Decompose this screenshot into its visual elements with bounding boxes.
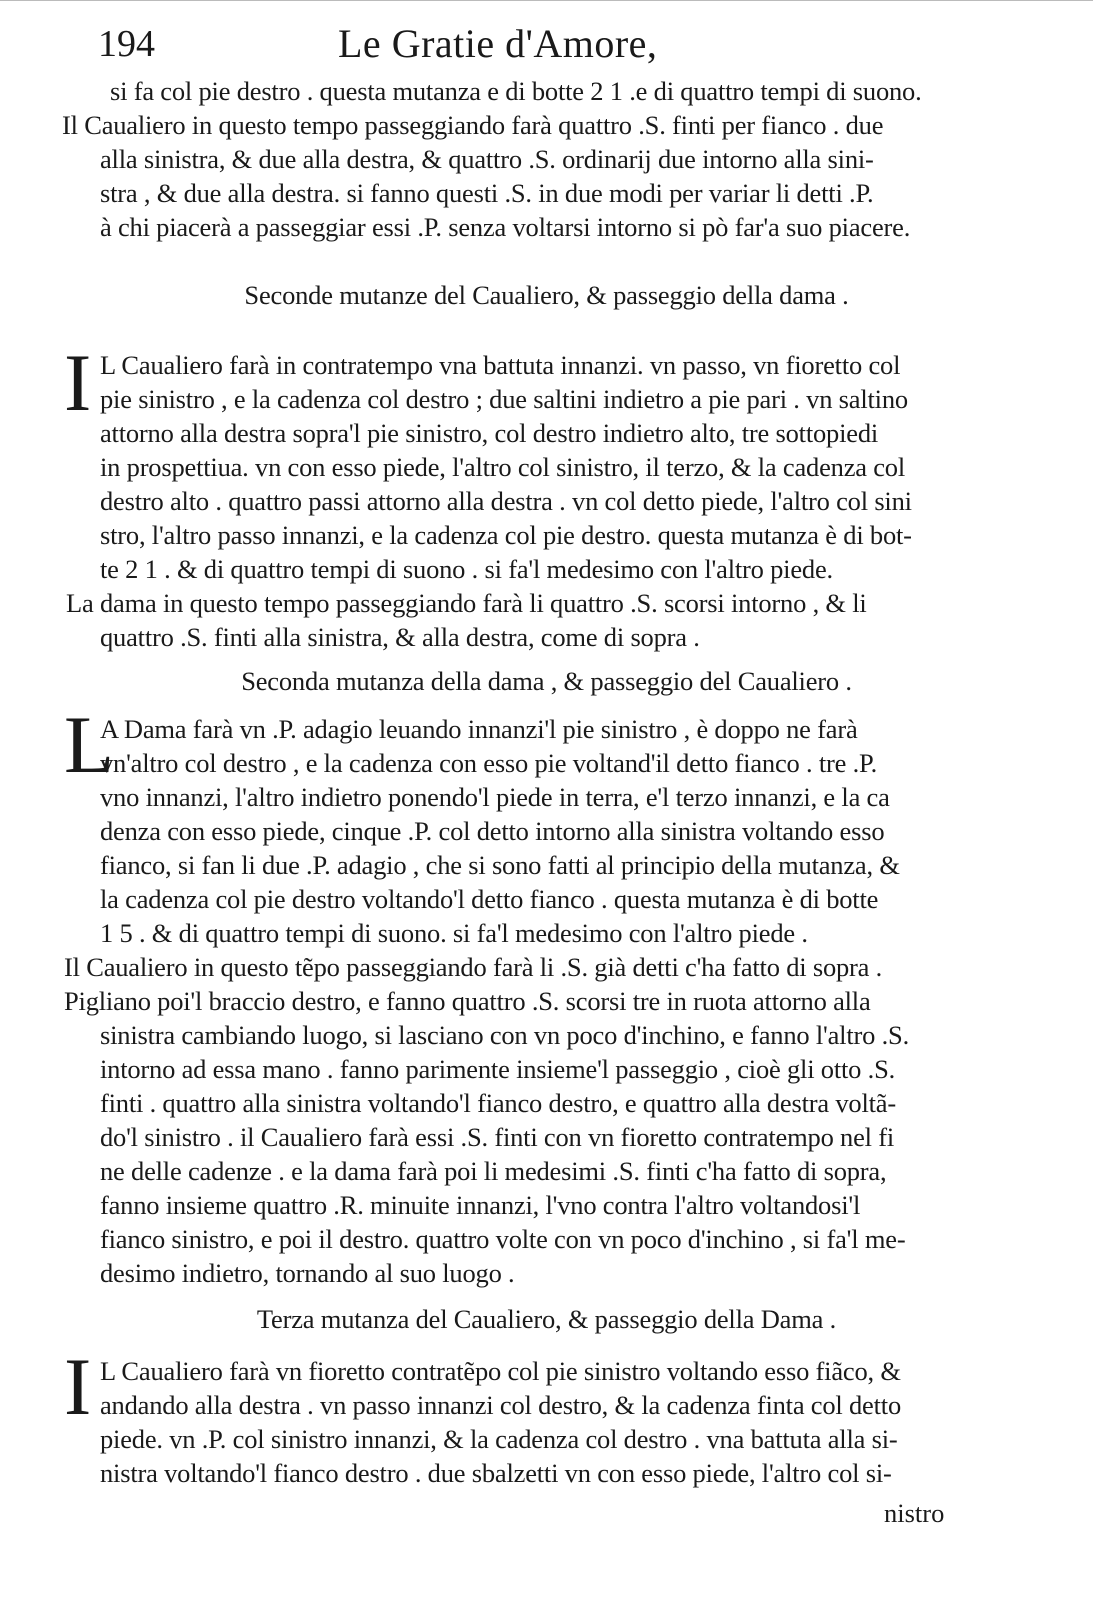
drop-cap: I xyxy=(64,1341,92,1432)
text-line: desimo indietro, tornando al suo luogo . xyxy=(100,1258,515,1288)
text-line: nistra voltando'l fianco destro . due sbalzetti vn con esso piede, l'altro col si- xyxy=(100,1458,892,1488)
text-line: pie sinistro , e la cadenza col destro ; due saltini indietro a pie pari . vn saltino xyxy=(100,384,908,414)
running-title: Le Gratie d'Amore, xyxy=(338,21,658,66)
text-line: alla sinistra, & due alla destra, & quattro .S. ordinarij due intorno alla sini- xyxy=(100,144,874,174)
text-line: A Dama farà vn .P. adagio leuando innanzi'l pie sinistro , è doppo ne farà xyxy=(100,714,858,744)
section-heading: Terza mutanza del Caualiero, & passeggio della Dama . xyxy=(256,1304,837,1334)
text-line: stro, l'altro passo innanzi, e la cadenza col pie destro. questa mutanza è di bot- xyxy=(100,520,912,550)
text-line: Il Caualiero in questo tẽpo passeggiando farà li .S. già detti c'ha fatto di sopra . xyxy=(64,952,883,982)
text-line: do'l sinistro . il Caualiero farà essi .S. finti con vn fioretto contratempo nel fi xyxy=(100,1122,895,1152)
text-line: sinistra cambiando luogo, si lasciano con vn poco d'inchino, e fanno l'altro .S. xyxy=(100,1020,909,1050)
scan-edge-line xyxy=(0,0,1093,1)
text-line: fianco sinistro, e poi il destro. quattro volte con vn poco d'inchino , si fa'l me- xyxy=(100,1224,906,1254)
section-heading: Seconde mutanze del Caualiero, & passeggio della dama . xyxy=(244,280,849,310)
text-line: stra , & due alla destra. si fanno questi .S. in due modi per variar li detti .P. xyxy=(100,178,874,208)
catchword: nistro xyxy=(884,1498,945,1528)
text-line: vn'altro col destro , e la cadenza con esso pie voltand'il detto fianco . tre .P. xyxy=(100,748,878,778)
text-line: attorno alla destra sopra'l pie sinistro, col destro indietro alto, tre sottopiedi xyxy=(100,418,879,448)
text-line: ne delle cadenze . e la dama farà poi li medesimi .S. finti c'ha fatto di sopra, xyxy=(100,1156,887,1186)
text-line: L Caualiero farà in contratempo vna battuta innanzi. vn passo, vn fioretto col xyxy=(100,350,901,380)
section-heading: Seconda mutanza della dama , & passeggio del Caualiero . xyxy=(241,666,852,696)
text-line: denza con esso piede, cinque .P. col detto intorno alla sinistra voltando esso xyxy=(100,816,885,846)
text-line: La dama in questo tempo passeggiando farà li quattro .S. scorsi intorno , & li xyxy=(66,588,867,618)
text-line: fanno insieme quattro .R. minuite innanzi, l'vno contra l'altro voltandosi'l xyxy=(100,1190,861,1220)
text-line: intorno ad essa mano . fanno parimente insieme'l passeggio , cioè gli otto .S. xyxy=(100,1054,896,1084)
text-line: destro alto . quattro passi attorno alla destra . vn col detto piede, l'altro col sini xyxy=(100,486,912,516)
text-line: L Caualiero farà vn fioretto contratẽpo col pie sinistro voltando esso fiãco, & xyxy=(100,1356,901,1386)
text-line: si fa col pie destro . questa mutanza e di botte 2 1 .e di quattro tempi di suono. xyxy=(110,76,922,106)
text-line: andando alla destra . vn passo innanzi col destro, & la cadenza finta col detto xyxy=(100,1390,901,1420)
drop-cap: I xyxy=(64,337,92,428)
text-line: te 2 1 . & di quattro tempi di suono . si fa'l medesimo con l'altro piede. xyxy=(100,554,833,584)
drop-cap: L xyxy=(64,699,115,790)
text-line: Pigliano poi'l braccio destro, e fanno quattro .S. scorsi tre in ruota attorno alla xyxy=(64,986,871,1016)
text-line: la cadenza col pie destro voltando'l detto fianco . questa mutanza è di botte xyxy=(100,884,879,914)
text-line: fianco, si fan li due .P. adagio , che si sono fatti al principio della mutanza, & xyxy=(100,850,900,880)
text-line: quattro .S. finti alla sinistra, & alla destra, come di sopra . xyxy=(100,622,700,652)
text-line: vno innanzi, l'altro indietro ponendo'l piede in terra, e'l terzo innanzi, e la ca xyxy=(100,782,890,812)
text-line: 1 5 . & di quattro tempi di suono. si fa'l medesimo con l'altro piede . xyxy=(100,918,808,948)
text-line: Il Caualiero in questo tempo passeggiando farà quattro .S. finti per fianco . due xyxy=(62,110,884,140)
text-line: finti . quattro alla sinistra voltando'l fianco destro, e quattro alla destra voltã- xyxy=(100,1088,896,1118)
text-line: piede. vn .P. col sinistro innanzi, & la cadenza col destro . vna battuta alla si- xyxy=(100,1424,898,1454)
text-line: in prospettiua. vn con esso piede, l'altro col sinistro, il terzo, & la cadenza col xyxy=(100,452,906,482)
text-line: à chi piacerà a passeggiar essi .P. senza voltarsi intorno si pò far'a suo piacere. xyxy=(100,212,911,242)
page-number: 194 xyxy=(98,23,155,65)
